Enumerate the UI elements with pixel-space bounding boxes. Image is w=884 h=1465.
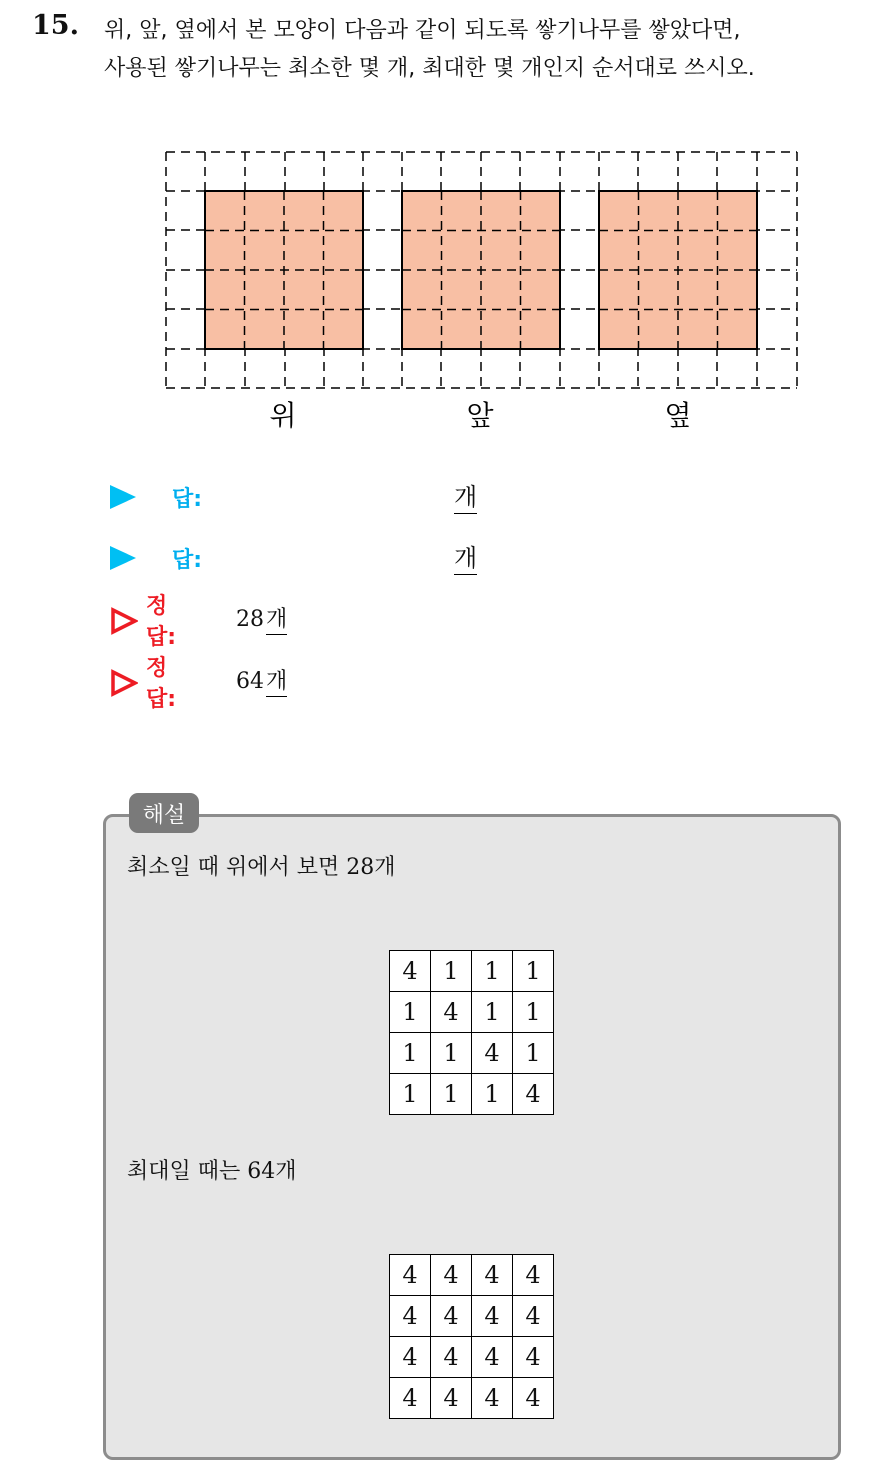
question-number: 15. bbox=[32, 10, 79, 41]
explanation-max-text bbox=[127, 1154, 297, 1185]
correct-value bbox=[236, 606, 287, 635]
view-label-side: 옆 bbox=[664, 399, 692, 432]
grid-cell: 4 bbox=[431, 992, 472, 1033]
question-line-2: 사용된 쌓기나무는 최소한 몇 개, 최대한 몇 개인지 순서대로 쓰시오. bbox=[104, 56, 755, 81]
correct-number: 64 bbox=[236, 668, 264, 694]
grid-cell: 1 bbox=[390, 992, 431, 1033]
view-squares bbox=[205, 191, 757, 349]
grid-cell: 4 bbox=[513, 1255, 554, 1296]
min-unit: 개 bbox=[374, 855, 396, 880]
grid-cell: 4 bbox=[431, 1337, 472, 1378]
grid-row bbox=[390, 1255, 554, 1296]
grid-row bbox=[390, 1033, 554, 1074]
max-text: 최대일 때는 bbox=[127, 1159, 241, 1184]
answer-row-1 bbox=[110, 477, 478, 517]
grid-cell: 4 bbox=[390, 951, 431, 992]
grid-row bbox=[390, 992, 554, 1033]
answer-blank-unit[interactable]: 개 bbox=[454, 481, 477, 514]
outline-arrow-icon bbox=[110, 669, 138, 697]
grid-cell: 1 bbox=[431, 1074, 472, 1115]
grid-cell: 4 bbox=[472, 1378, 513, 1419]
grid-cell: 4 bbox=[431, 1378, 472, 1419]
grid-cell: 4 bbox=[513, 1378, 554, 1419]
grid-row bbox=[390, 1074, 554, 1115]
max-value: 64 bbox=[247, 1159, 276, 1184]
correct-label: 정답: bbox=[146, 594, 177, 650]
correct-label: 정답: bbox=[146, 656, 177, 712]
grid-cell: 1 bbox=[472, 992, 513, 1033]
grid-cell: 4 bbox=[390, 1378, 431, 1419]
grid-cell: 4 bbox=[431, 1296, 472, 1337]
grid-cell: 4 bbox=[390, 1296, 431, 1337]
max-unit: 개 bbox=[275, 1159, 297, 1184]
grid-cell: 4 bbox=[513, 1296, 554, 1337]
grid-cell: 1 bbox=[472, 1074, 513, 1115]
answer-blank-unit[interactable]: 개 bbox=[454, 542, 477, 575]
grid-cell: 4 bbox=[390, 1255, 431, 1296]
grid-cell: 1 bbox=[513, 951, 554, 992]
grid-cell: 1 bbox=[513, 1033, 554, 1074]
grid-cell: 4 bbox=[390, 1337, 431, 1378]
grid-row bbox=[390, 1296, 554, 1337]
min-value: 28 bbox=[346, 855, 375, 880]
grid-cell: 4 bbox=[513, 1337, 554, 1378]
answer-label: 답: bbox=[172, 486, 203, 512]
grid-cell: 1 bbox=[513, 992, 554, 1033]
grid-cell: 4 bbox=[472, 1296, 513, 1337]
grid-row bbox=[390, 1337, 554, 1378]
outline-arrow-icon bbox=[110, 607, 138, 635]
view-label-front: 앞 bbox=[466, 399, 494, 432]
max-count-grid bbox=[389, 1254, 554, 1419]
views-figure bbox=[0, 0, 884, 440]
grid-row bbox=[390, 951, 554, 992]
grid-cell: 4 bbox=[472, 1255, 513, 1296]
explanation-min-text bbox=[127, 850, 396, 881]
grid-cell: 4 bbox=[472, 1337, 513, 1378]
grid-cell: 4 bbox=[513, 1074, 554, 1115]
grid-cell: 4 bbox=[431, 1255, 472, 1296]
question-line-1: 위, 앞, 옆에서 본 모양이 다음과 같이 되도록 쌓기나무를 쌓았다면, bbox=[104, 18, 741, 43]
correct-value bbox=[236, 668, 287, 697]
min-count-grid bbox=[389, 950, 554, 1115]
grid-cell: 1 bbox=[431, 1033, 472, 1074]
play-arrow-icon bbox=[110, 546, 136, 570]
grid-cell: 4 bbox=[472, 1033, 513, 1074]
grid-cell: 1 bbox=[390, 1033, 431, 1074]
answer-row-2 bbox=[110, 538, 478, 578]
grid-cell: 1 bbox=[431, 951, 472, 992]
correct-unit: 개 bbox=[266, 668, 287, 697]
grid-row bbox=[390, 1378, 554, 1419]
min-text: 최소일 때 위에서 보면 bbox=[127, 855, 340, 880]
grid-cell: 1 bbox=[472, 951, 513, 992]
answer-label: 답: bbox=[172, 547, 203, 573]
correct-unit: 개 bbox=[266, 606, 287, 635]
play-arrow-icon bbox=[110, 485, 136, 509]
grid-cell: 1 bbox=[390, 1074, 431, 1115]
explanation-tab: 해설 bbox=[129, 793, 199, 833]
correct-number: 28 bbox=[236, 606, 264, 632]
view-label-top: 위 bbox=[269, 399, 297, 432]
